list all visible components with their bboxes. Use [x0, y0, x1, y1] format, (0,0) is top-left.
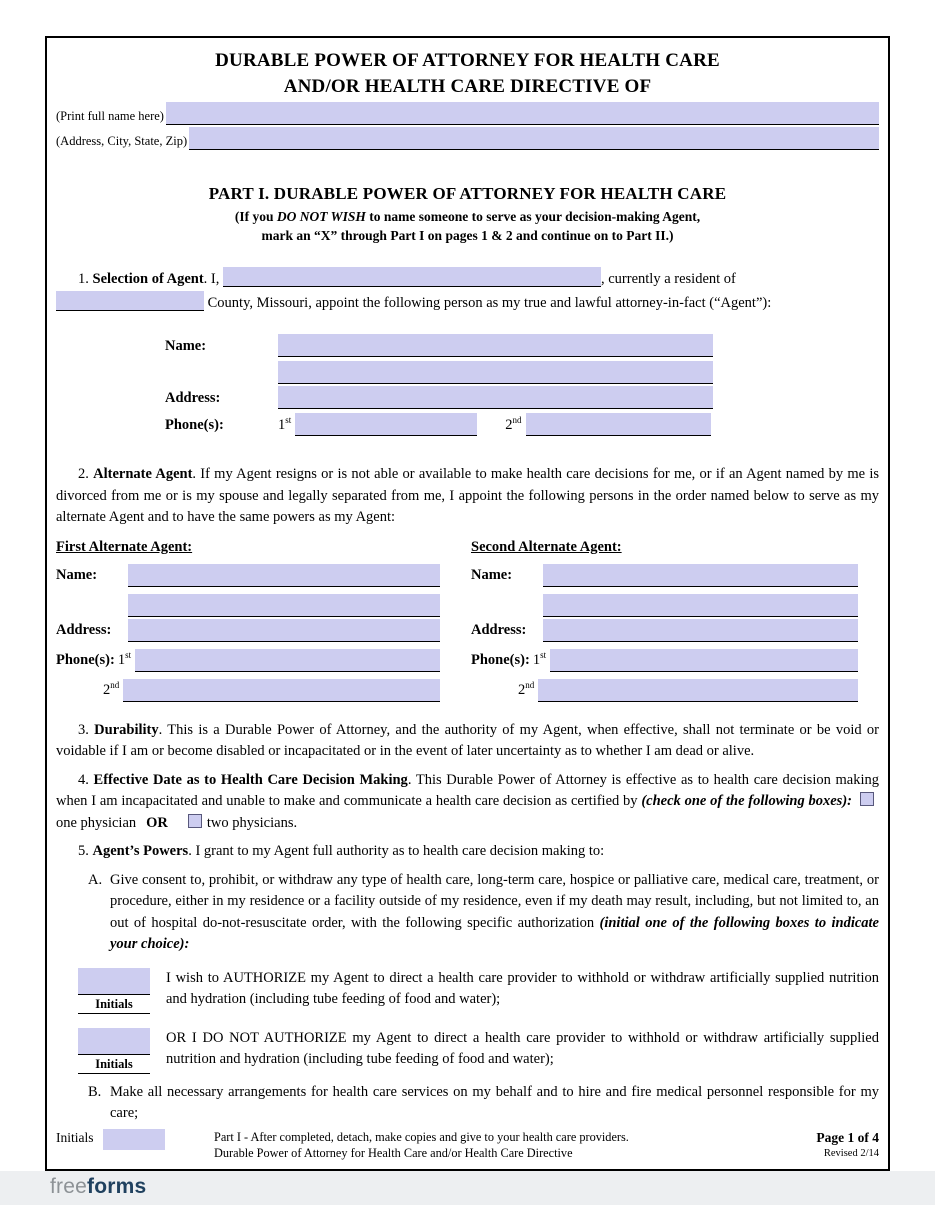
footer-right [784, 1129, 879, 1163]
item-a-text [110, 870, 879, 956]
footer-initials [56, 1129, 206, 1150]
authorize-text: I wish to AUTHORIZE my Agent to direct a health care provider to withhold or withdraw artificially supplied nutrition and hydration (including tube feeding of food and water); [166, 969, 879, 1007]
alt2-phone-1-field[interactable] [550, 649, 858, 672]
section-1-lead: . I, [203, 271, 223, 287]
alt2-address-field-1[interactable] [543, 594, 858, 617]
sub1-emphasis: DO NOT WISH [276, 209, 366, 224]
section-5-number: 5. [78, 843, 93, 859]
agent-name-label: Name: [165, 337, 207, 354]
section-4-check-instruction: (check one of the following boxes): [641, 793, 852, 809]
sub1-post: to name someone to serve as your decision-making Agent, [365, 209, 701, 224]
section-3-durability [56, 720, 879, 763]
sub1-pre: (If you [234, 209, 277, 224]
agent-name-row [165, 334, 715, 357]
first-num: 1 [532, 652, 541, 668]
first-ord: st [125, 650, 132, 661]
first-alternate-agent-heading: First Alternate Agent: [56, 538, 193, 555]
section-2-number: 2. [78, 466, 94, 482]
revision-date: Revised 2/14 [823, 1147, 879, 1159]
footer-line-1: Part I - After completed, detach, make copies and give to your health care providers. [214, 1129, 629, 1144]
two-physicians-label: two physicians. [206, 814, 298, 831]
document [45, 36, 890, 1171]
full-name-field[interactable] [166, 102, 879, 125]
footer-center-text [206, 1129, 784, 1162]
section-3-text: . This is a Durable Power of Attorney, and the authority of my Agent, when effective, shall not terminate or be void or voidable if I am or become disabled or incapacitated or in the event of later uncertainty as to whether I am dead or alive. [56, 721, 880, 759]
section-1-resident-text: , currently a resident of [601, 271, 736, 287]
alt1-name-field[interactable] [128, 564, 440, 587]
alt1-name-label: Name: [56, 567, 98, 583]
agent-address-field-2[interactable] [278, 386, 713, 409]
agent-phone-row [165, 413, 715, 436]
or-label: OR [146, 814, 168, 831]
authorize-row [78, 968, 879, 1014]
section-1-heading: Selection of Agent [92, 271, 204, 287]
title-line-1: DURABLE POWER OF ATTORNEY FOR HEALTH CARE [215, 50, 720, 71]
alt1-phone1-row [56, 649, 440, 672]
agent-name-field[interactable] [278, 334, 713, 357]
part1-subheading [56, 207, 879, 245]
one-physician-checkbox[interactable] [860, 792, 874, 806]
alt2-phone-2-field[interactable] [538, 679, 858, 702]
first-num: 1 [278, 416, 286, 433]
full-name-row [56, 102, 879, 125]
section-2-text: . If my Agent resigns or is not able or available to make health care decisions for me, or if an Agent named by me is divorced from me or is my spouse and legally separated from me, I appoint the following persons in the order named below to serve as my alternate Agent and to have the same powers as my Agent: [56, 466, 880, 525]
item-b-text: Make all necessary arrangements for health care services on my behalf and to hire and fire medical personnel responsible for my care; [110, 1083, 879, 1121]
section-4-number: 4. [78, 771, 94, 788]
alt1-phone-second-ordinal [103, 680, 123, 702]
section-5-agents-powers [56, 841, 879, 863]
section-1-number: 1. [78, 271, 93, 287]
document-title [56, 48, 879, 100]
part1-heading: PART I. DURABLE POWER OF ATTORNEY FOR HEALTH CARE [208, 184, 727, 203]
alt2-phone-label: Phone(s): [471, 652, 530, 668]
footer-initials-field[interactable] [103, 1129, 165, 1150]
item-b [88, 1082, 879, 1125]
not-authorize-row [78, 1028, 879, 1074]
agent-phone-1-field[interactable] [295, 413, 477, 436]
alt1-address-fields [128, 594, 440, 642]
agent-details-block [165, 334, 715, 436]
title-line-2: AND/OR HEALTH CARE DIRECTIVE OF [283, 76, 652, 97]
address-city-state-zip-label: (Address, City, State, Zip) [56, 134, 188, 148]
authorize-initials-field[interactable] [78, 968, 150, 995]
footer-line-2: Durable Power of Attorney for Health Care and/or Health Care Directive [214, 1146, 573, 1160]
authorize-initials-label: Initials [78, 995, 150, 1014]
section-3-heading: Durability [94, 721, 159, 738]
item-a-body: Give consent to, prohibit, or withdraw any type of health care, long-term care, hospice or palliative care, medical care, treatment, or procedure, either in my residence or a facility outside of my residence, even if my death may result, including, but not limited to, an out of hospital do-not-resuscitate order, with the following specific authorization [110, 871, 879, 931]
agent-address-label: Address: [165, 389, 221, 406]
alt2-name-field[interactable] [543, 564, 858, 587]
freeforms-logo[interactable] [50, 1175, 146, 1199]
section-5-text: . I grant to my Agent full authority as to health care decision making to: [188, 843, 605, 859]
agent-phone-label: Phone(s): [165, 416, 224, 433]
alt2-phone1-row [471, 649, 858, 672]
principal-name-field[interactable] [223, 267, 601, 287]
full-name-label: (Print full name here) [56, 109, 164, 123]
section-4-heading: Effective Date as to Health Care Decision Making [93, 771, 408, 788]
second-num: 2 [103, 682, 111, 698]
section-1-line-1 [56, 267, 879, 291]
second-alternate-agent-heading: Second Alternate Agent: [471, 538, 622, 555]
one-physician-label: one physician [56, 814, 137, 831]
agent-phone-first-ordinal [278, 415, 295, 437]
section-1-line-2 [56, 291, 879, 315]
two-physicians-checkbox[interactable] [188, 814, 202, 828]
second-alternate-agent-column [471, 537, 858, 702]
agent-address-field-1[interactable] [278, 361, 713, 384]
first-num: 1 [117, 652, 126, 668]
first-ord: st [540, 650, 547, 661]
first-alternate-agent-column [56, 537, 440, 702]
logo-forms-text: forms [87, 1175, 147, 1198]
page-number: Page 1 of 4 [816, 1129, 879, 1145]
agent-phone-second-ordinal [505, 415, 525, 437]
alt2-phone-second-ordinal [518, 680, 538, 702]
second-num: 2 [518, 682, 526, 698]
section-4-effective-date [56, 770, 879, 835]
not-authorize-initials-box [78, 1028, 150, 1074]
alt1-phone-first-ordinal [118, 650, 135, 672]
alt1-phone-2-field[interactable] [123, 679, 440, 702]
first-ord: st [285, 414, 292, 425]
alt1-phone-label: Phone(s): [56, 652, 115, 668]
item-a-label: A. [88, 871, 103, 888]
alt1-address-label: Address: [56, 622, 112, 638]
section-3-number: 3. [78, 721, 95, 738]
section-2-heading: Alternate Agent [93, 466, 193, 482]
alt1-name-row [56, 564, 440, 587]
alt2-address-label: Address: [471, 622, 527, 638]
alt2-address-field-2[interactable] [543, 619, 858, 642]
address-city-state-zip-field[interactable] [189, 127, 879, 150]
logo-free-text: free [50, 1175, 87, 1198]
agent-phone-2-field[interactable] [526, 413, 711, 436]
alt2-address-fields [543, 594, 858, 642]
section-2-alternate-agent [56, 464, 879, 529]
alt2-phone2-row [471, 679, 858, 702]
alt1-address-field-1[interactable] [128, 594, 440, 617]
section-1-county-text: County, Missouri, appoint the following person as my true and lawful attorney-in-fact (“Agent”): [204, 294, 772, 311]
agent-address-row [165, 361, 715, 409]
bottom-bar [0, 1171, 935, 1205]
alt2-address-row [471, 594, 858, 642]
authorize-initials-box [78, 968, 150, 1014]
county-field[interactable] [56, 291, 204, 311]
not-authorize-initials-label: Initials [78, 1055, 150, 1074]
second-ord: nd [110, 680, 120, 691]
part1-subheading-line2: mark an “X” through Part I on pages 1 & 2 and continue on to Part II.) [261, 228, 674, 243]
item-a-instruction: (initial one of the following boxes to indicate your choice): [110, 914, 879, 952]
alt1-address-row [56, 594, 440, 642]
alt1-phone-1-field[interactable] [135, 649, 440, 672]
alt2-phone-first-ordinal [533, 650, 550, 672]
footer-initials-label: Initials [56, 1129, 94, 1145]
alt2-name-row [471, 564, 858, 587]
item-b-label: B. [88, 1083, 102, 1100]
second-ord: nd [525, 680, 535, 691]
item-a [88, 870, 879, 956]
alt1-phone2-row [56, 679, 440, 702]
alt2-name-label: Name: [471, 567, 513, 583]
part1-subheading-line1 [56, 207, 879, 226]
section-4-text: . This Durable Power of Attorney is effective as to health care decision making when I am incapacitated and unable to make and communicate a health care decision as certified by [56, 771, 879, 809]
agent-address-fields [278, 361, 713, 409]
alt1-address-field-2[interactable] [128, 619, 440, 642]
section-1-selection-of-agent [56, 267, 879, 436]
second-ord: nd [512, 414, 522, 425]
second-num: 2 [505, 416, 513, 433]
page-footer [56, 1129, 879, 1163]
address-row [56, 127, 879, 150]
not-authorize-initials-field[interactable] [78, 1028, 150, 1055]
not-authorize-text: OR I DO NOT AUTHORIZE my Agent to direct a health care provider to withhold or withdraw artificially supplied nutrition and hydration (including tube feeding of food and water); [166, 1029, 879, 1067]
section-5-heading: Agent’s Powers [92, 843, 189, 859]
alternate-agent-columns [56, 537, 879, 702]
